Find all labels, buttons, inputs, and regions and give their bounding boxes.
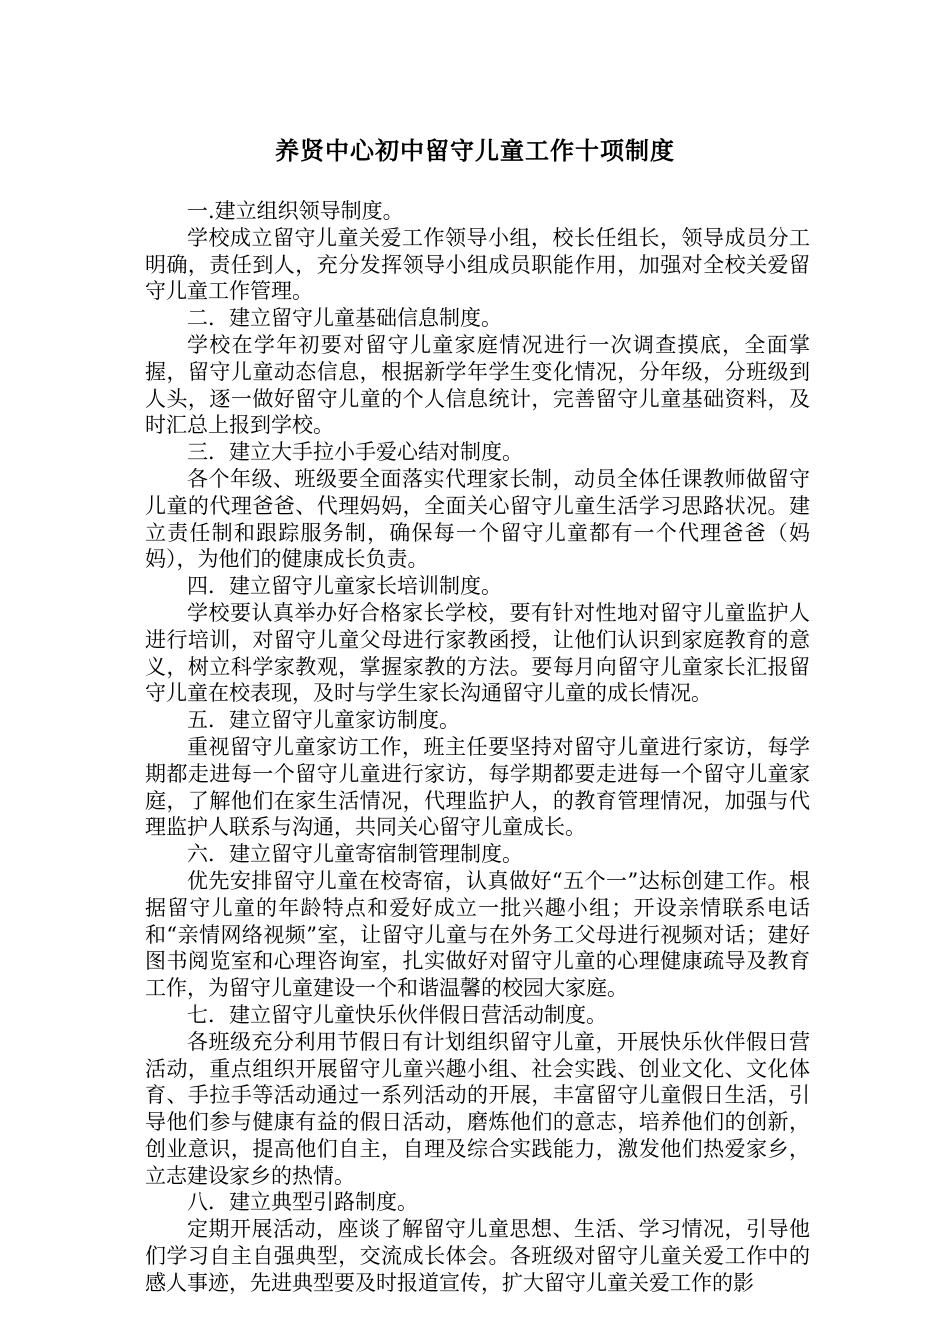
section-heading: 二．建立留守儿童基础信息制度。 <box>187 306 502 331</box>
body-paragraph: 各个年级、班级要全面落实代理家长制，动员全体任课教师做留守儿童的代理爸爸、代理妈妈，全面关心留守儿童生活学习思路状况。建立责任制和跟踪服务制，确保每一个留守儿童都有一个代理爸爸（妈妈），为他们的健康成长负责。 <box>145 466 810 572</box>
section-heading: 五．建立留守儿童家访制度。 <box>187 708 460 733</box>
body-paragraph: 各班级充分利用节假日有计划组织留守儿童，开展快乐伙伴假日营活动，重点组织开展留守儿童兴趣小组、社会实践、创业文化、文化体育、手拉手等活动通过一系列活动的开展，丰富留守儿童假日生活，引导他们参与健康有益的假日活动，磨炼他们的意志，培养他们的创新，创业意识，提高他们自主，自理及综合实践能力，激发他们热爱家乡，立志建设家乡的热情。 <box>145 1029 810 1188</box>
body-paragraph: 定期开展活动，座谈了解留守儿童思想、生活、学习情况，引导他们学习自主自强典型，交流成长体会。各班级对留守儿童关爱工作中的感人事迹，先进典型要及时报道宣传，扩大留守儿童关爱工作的影 <box>145 1217 810 1295</box>
document-title: 养贤中心初中留守儿童工作十项制度 <box>275 137 675 165</box>
document-body <box>145 198 810 1297</box>
section-heading: 一.建立组织领导制度。 <box>187 199 404 223</box>
body-paragraph: 学校在学年初要对留守儿童家庭情况进行一次调查摸底，全面掌握，留守儿童动态信息，根据新学年学生变化情况，分年级，分班级到人头，逐一做好留守儿童的个人信息统计，完善留守儿童基础资料，及时汇总上报到学校。 <box>145 332 810 438</box>
section-heading: 六．建立留守儿童寄宿制管理制度。 <box>187 842 523 867</box>
section-heading: 七．建立留守儿童快乐伙伴假日营活动制度。 <box>187 1002 607 1027</box>
body-paragraph: 优先安排留守儿童在校寄宿，认真做好“五个一”达标创建工作。根据留守儿童的年龄特点和爱好成立一批兴趣小组；开设亲情联系电话和“亲情网络视频”室，让留守儿童与在外务工父母进行视频对话；建好图书阅览室和心理咨询室，扎实做好对留守儿童的心理健康疏导及教育工作，为留守儿童建设一个和谐温馨的校园大家庭。 <box>145 868 810 1001</box>
section-heading: 四．建立留守儿童家长培训制度。 <box>187 574 502 599</box>
body-paragraph: 学校要认真举办好合格家长学校，要有针对性地对留守儿童监护人进行培训，对留守儿童父母进行家教函授，让他们认识到家庭教育的意义，树立科学家教观，掌握家教的方法。要每月向留守儿童家长汇报留守儿童在校表现，及时与学生家长沟通留守儿童的成长情况。 <box>145 600 810 706</box>
body-paragraph: 学校成立留守儿童关爱工作领导小组，校长任组长，领导成员分工明确，责任到人，充分发挥领导小组成员职能作用，加强对全校关爱留守儿童工作管理。 <box>145 225 810 304</box>
section-heading: 八．建立典型引路制度。 <box>187 1190 418 1215</box>
body-paragraph: 重视留守儿童家访工作，班主任要坚持对留守儿童进行家访，每学期都走进每一个留守儿童进行家访，每学期都要走进每一个留守儿童家庭，了解他们在家生活情况，代理监护人，的教育管理情况，加强与代理监护人联系与沟通，共同关心留守儿童成长。 <box>145 734 810 840</box>
section-heading: 三．建立大手拉小手爱心结对制度。 <box>187 440 523 465</box>
